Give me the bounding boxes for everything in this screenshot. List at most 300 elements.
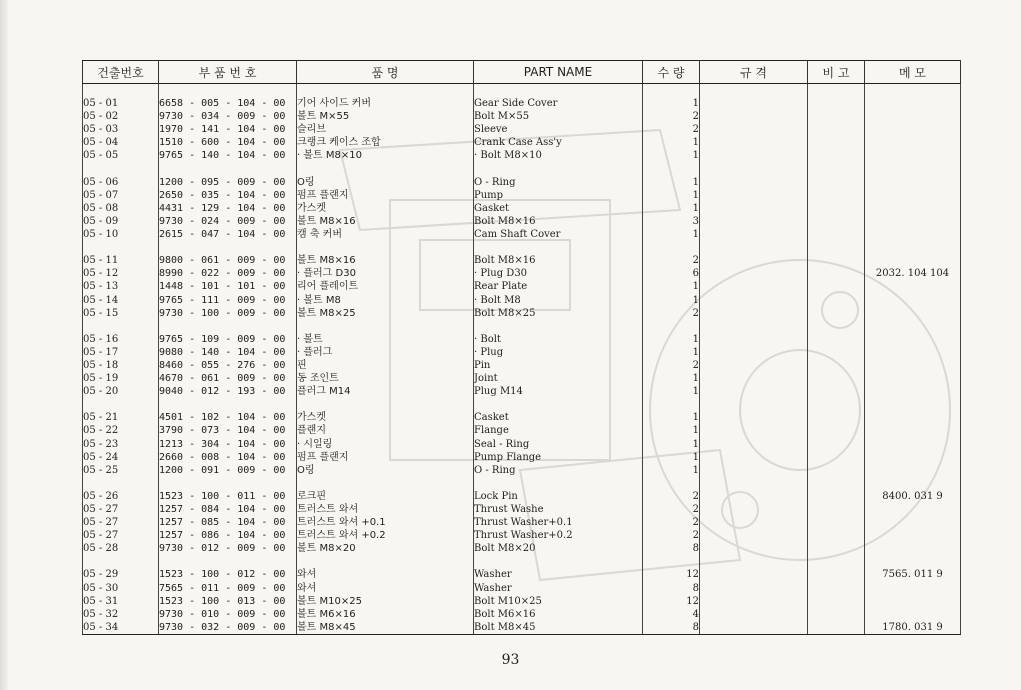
korean-name-cell: 플랜지 [297, 424, 474, 437]
quantity-cell: 1 [643, 228, 700, 241]
spacer-cell [808, 241, 865, 254]
korean-name-cell: 기어 사이드 커버 [297, 97, 474, 110]
korean-name-cell: 가스켓 [297, 202, 474, 215]
korean-name-cell: 가스켓 [297, 411, 474, 424]
memo-cell [865, 595, 961, 608]
memo-cell [865, 202, 961, 215]
part-number-cell: 4501 - 102 - 104 - 00 [159, 411, 297, 424]
spacer-cell [808, 320, 865, 333]
memo-cell [865, 424, 961, 437]
spacer-cell [865, 241, 961, 254]
table-row [83, 294, 961, 307]
quantity-cell: 2 [643, 529, 700, 542]
part-name-cell: · Plug [474, 346, 643, 359]
part-number-cell: 9765 - 140 - 104 - 00 [159, 149, 297, 162]
group-spacer [83, 84, 961, 98]
note-cell [808, 608, 865, 621]
item-number-cell: 05 - 15 [83, 307, 159, 320]
part-name-cell: O - Ring [474, 176, 643, 189]
korean-name-cell: · 시일링 [297, 438, 474, 451]
memo-cell: 2032. 104 104 [865, 267, 961, 280]
item-number-cell: 05 - 24 [83, 451, 159, 464]
part-name-cell: Bolt M8×20 [474, 542, 643, 555]
spec-cell [700, 424, 808, 437]
note-cell [808, 189, 865, 202]
item-number-cell: 05 - 34 [83, 621, 159, 635]
page-number: 93 [501, 652, 520, 668]
quantity-cell: 1 [643, 464, 700, 477]
spec-cell [700, 149, 808, 162]
spec-cell [700, 595, 808, 608]
part-name-cell: Casket [474, 411, 643, 424]
part-number-cell: 4431 - 129 - 104 - 00 [159, 202, 297, 215]
part-name-cell: Cam Shaft Cover [474, 228, 643, 241]
item-number-cell: 05 - 20 [83, 385, 159, 398]
quantity-cell: 1 [643, 333, 700, 346]
note-cell [808, 359, 865, 372]
korean-name-cell: · 볼트 [297, 333, 474, 346]
korean-name-cell: O링 [297, 464, 474, 477]
quantity-cell: 8 [643, 621, 700, 635]
part-number-cell: 9730 - 010 - 009 - 00 [159, 608, 297, 621]
memo-cell [865, 307, 961, 320]
quantity-cell: 1 [643, 346, 700, 359]
table-row [83, 568, 961, 581]
spec-cell [700, 608, 808, 621]
item-number-cell: 05 - 01 [83, 97, 159, 110]
quantity-cell: 2 [643, 307, 700, 320]
memo-cell: 1780. 031 9 [865, 621, 961, 635]
part-name-cell: Seal - Ring [474, 438, 643, 451]
memo-cell [865, 254, 961, 267]
parts-table-body [83, 84, 961, 635]
part-number-cell: 9730 - 024 - 009 - 00 [159, 215, 297, 228]
spacer-cell [474, 163, 643, 176]
table-header-row [83, 61, 961, 84]
memo-cell [865, 529, 961, 542]
memo-cell [865, 516, 961, 529]
table-row [83, 451, 961, 464]
memo-cell [865, 149, 961, 162]
memo-cell [865, 451, 961, 464]
note-cell [808, 438, 865, 451]
spec-cell [700, 97, 808, 110]
quantity-cell: 1 [643, 411, 700, 424]
note-cell [808, 110, 865, 123]
part-name-cell: Thrust Washer+0.2 [474, 529, 643, 542]
item-number-cell: 05 - 02 [83, 110, 159, 123]
korean-name-cell: 트러스트 와셔 +0.1 [297, 516, 474, 529]
korean-name-cell: 슬리브 [297, 123, 474, 136]
spec-cell [700, 359, 808, 372]
part-number-cell: 7565 - 011 - 009 - 00 [159, 582, 297, 595]
spacer-cell [83, 320, 159, 333]
memo-cell [865, 333, 961, 346]
spacer-cell [83, 477, 159, 490]
memo-cell [865, 176, 961, 189]
memo-cell [865, 228, 961, 241]
table-row [83, 280, 961, 293]
korean-name-cell: 캠 축 커버 [297, 228, 474, 241]
item-number-cell: 05 - 07 [83, 189, 159, 202]
spec-cell [700, 267, 808, 280]
korean-name-cell: · 플러그 [297, 346, 474, 359]
note-cell [808, 595, 865, 608]
memo-cell [865, 372, 961, 385]
part-number-cell: 9765 - 109 - 009 - 00 [159, 333, 297, 346]
table-row [83, 189, 961, 202]
part-number-cell: 9765 - 111 - 009 - 00 [159, 294, 297, 307]
part-number-cell: 1200 - 091 - 009 - 00 [159, 464, 297, 477]
table-row [83, 516, 961, 529]
part-name-cell: Bolt M×55 [474, 110, 643, 123]
memo-cell: 7565. 011 9 [865, 568, 961, 581]
spec-cell [700, 621, 808, 635]
spacer-cell [643, 320, 700, 333]
item-number-cell: 05 - 31 [83, 595, 159, 608]
note-cell [808, 97, 865, 110]
quantity-cell: 2 [643, 503, 700, 516]
note-cell [808, 503, 865, 516]
part-number-cell: 1257 - 085 - 104 - 00 [159, 516, 297, 529]
table-row [83, 595, 961, 608]
part-name-cell: Thrust Washer+0.1 [474, 516, 643, 529]
spacer-cell [808, 555, 865, 568]
korean-name-cell: 크랭크 케이스 조합 [297, 136, 474, 149]
spacer-cell [297, 84, 474, 98]
spec-cell [700, 307, 808, 320]
spec-cell [700, 215, 808, 228]
korean-name-cell: 핀 [297, 359, 474, 372]
part-number-cell: 9730 - 100 - 009 - 00 [159, 307, 297, 320]
memo-cell [865, 97, 961, 110]
part-number-cell: 1200 - 095 - 009 - 00 [159, 176, 297, 189]
note-cell [808, 424, 865, 437]
spacer-cell [297, 163, 474, 176]
table-row [83, 503, 961, 516]
quantity-cell: 12 [643, 568, 700, 581]
spacer-cell [700, 477, 808, 490]
note-cell [808, 411, 865, 424]
page-binding-edge [0, 0, 8, 690]
korean-name-cell: 동 조인트 [297, 372, 474, 385]
note-cell [808, 529, 865, 542]
quantity-cell: 6 [643, 267, 700, 280]
header-note: 비 고 [808, 61, 865, 84]
note-cell [808, 621, 865, 635]
spec-cell [700, 280, 808, 293]
part-number-cell: 1970 - 141 - 104 - 00 [159, 123, 297, 136]
part-name-cell: Washer [474, 582, 643, 595]
item-number-cell: 05 - 27 [83, 503, 159, 516]
quantity-cell: 2 [643, 490, 700, 503]
spacer-cell [643, 555, 700, 568]
part-number-cell: 1523 - 100 - 013 - 00 [159, 595, 297, 608]
table-row [83, 621, 961, 635]
table-row [83, 529, 961, 542]
quantity-cell: 1 [643, 280, 700, 293]
header-memo: 메 모 [865, 61, 961, 84]
spec-cell [700, 333, 808, 346]
part-number-cell: 9730 - 034 - 009 - 00 [159, 110, 297, 123]
parts-table [82, 60, 961, 635]
part-name-cell: Pump [474, 189, 643, 202]
memo-cell [865, 359, 961, 372]
quantity-cell: 1 [643, 451, 700, 464]
spacer-cell [808, 84, 865, 98]
korean-name-cell: 와셔 [297, 568, 474, 581]
note-cell [808, 346, 865, 359]
part-number-cell: 9730 - 012 - 009 - 00 [159, 542, 297, 555]
item-number-cell: 05 - 18 [83, 359, 159, 372]
item-number-cell: 05 - 22 [83, 424, 159, 437]
quantity-cell: 4 [643, 608, 700, 621]
memo-cell [865, 280, 961, 293]
note-cell [808, 516, 865, 529]
table-row [83, 582, 961, 595]
spec-cell [700, 110, 808, 123]
part-name-cell: Flange [474, 424, 643, 437]
spacer-cell [159, 163, 297, 176]
table-row [83, 97, 961, 110]
table-row [83, 149, 961, 162]
item-number-cell: 05 - 21 [83, 411, 159, 424]
korean-name-cell: 와셔 [297, 582, 474, 595]
table-row [83, 346, 961, 359]
korean-name-cell: · 플러그 D30 [297, 267, 474, 280]
group-spacer [83, 398, 961, 411]
item-number-cell: 05 - 09 [83, 215, 159, 228]
korean-name-cell: 펌프 플랜지 [297, 451, 474, 464]
spacer-cell [865, 84, 961, 98]
spacer-cell [474, 555, 643, 568]
table-row [83, 333, 961, 346]
spacer-cell [297, 241, 474, 254]
part-number-cell: 1257 - 086 - 104 - 00 [159, 529, 297, 542]
part-number-cell: 2660 - 008 - 104 - 00 [159, 451, 297, 464]
memo-cell [865, 110, 961, 123]
note-cell [808, 542, 865, 555]
group-spacer [83, 477, 961, 490]
item-number-cell: 05 - 03 [83, 123, 159, 136]
quantity-cell: 8 [643, 542, 700, 555]
table-row [83, 608, 961, 621]
spacer-cell [159, 555, 297, 568]
part-name-cell: Sleeve [474, 123, 643, 136]
table-row [83, 411, 961, 424]
part-name-cell: Pin [474, 359, 643, 372]
spec-cell [700, 516, 808, 529]
part-number-cell: 6658 - 005 - 104 - 00 [159, 97, 297, 110]
spec-cell [700, 294, 808, 307]
note-cell [808, 333, 865, 346]
item-number-cell: 05 - 25 [83, 464, 159, 477]
header-part-name: PART NAME [474, 61, 643, 84]
quantity-cell: 1 [643, 189, 700, 202]
table-row [83, 267, 961, 280]
item-number-cell: 05 - 04 [83, 136, 159, 149]
part-name-cell: Crank Case Ass'y [474, 136, 643, 149]
item-number-cell: 05 - 27 [83, 529, 159, 542]
part-number-cell: 8990 - 022 - 009 - 00 [159, 267, 297, 280]
quantity-cell: 3 [643, 215, 700, 228]
memo-cell [865, 608, 961, 621]
spacer-cell [83, 84, 159, 98]
item-number-cell: 05 - 14 [83, 294, 159, 307]
table-row [83, 110, 961, 123]
note-cell [808, 294, 865, 307]
korean-name-cell: 볼트 M8×25 [297, 307, 474, 320]
korean-name-cell: 펌프 플랜지 [297, 189, 474, 202]
quantity-cell: 2 [643, 516, 700, 529]
header-no: 건출번호 [83, 61, 159, 84]
note-cell [808, 582, 865, 595]
quantity-cell: 1 [643, 149, 700, 162]
spec-cell [700, 372, 808, 385]
note-cell [808, 123, 865, 136]
spec-cell [700, 582, 808, 595]
quantity-cell: 1 [643, 294, 700, 307]
spacer-cell [297, 477, 474, 490]
part-number-cell: 1257 - 084 - 104 - 00 [159, 503, 297, 516]
quantity-cell: 2 [643, 359, 700, 372]
spacer-cell [865, 477, 961, 490]
spacer-cell [865, 163, 961, 176]
note-cell [808, 307, 865, 320]
item-number-cell: 05 - 23 [83, 438, 159, 451]
korean-name-cell: · 볼트 M8 [297, 294, 474, 307]
spacer-cell [865, 555, 961, 568]
note-cell [808, 280, 865, 293]
quantity-cell: 2 [643, 254, 700, 267]
note-cell [808, 228, 865, 241]
note-cell [808, 149, 865, 162]
part-name-cell: O - Ring [474, 464, 643, 477]
quantity-cell: 8 [643, 582, 700, 595]
item-number-cell: 05 - 29 [83, 568, 159, 581]
spacer-cell [159, 398, 297, 411]
table-row [83, 307, 961, 320]
memo-cell [865, 136, 961, 149]
part-name-cell: Plug M14 [474, 385, 643, 398]
item-number-cell: 05 - 10 [83, 228, 159, 241]
part-number-cell: 8460 - 055 - 276 - 00 [159, 359, 297, 372]
korean-name-cell: · 볼트 M8×10 [297, 149, 474, 162]
spacer-cell [643, 241, 700, 254]
item-number-cell: 05 - 30 [83, 582, 159, 595]
part-name-cell: · Bolt [474, 333, 643, 346]
quantity-cell: 12 [643, 595, 700, 608]
korean-name-cell: 트러스트 와셔 [297, 503, 474, 516]
spacer-cell [865, 398, 961, 411]
spec-cell [700, 529, 808, 542]
spacer-cell [83, 163, 159, 176]
spacer-cell [159, 84, 297, 98]
note-cell [808, 267, 865, 280]
item-number-cell: 05 - 12 [83, 267, 159, 280]
item-number-cell: 05 - 16 [83, 333, 159, 346]
spacer-cell [700, 398, 808, 411]
spec-cell [700, 176, 808, 189]
table-row [83, 254, 961, 267]
korean-name-cell: 볼트 M×55 [297, 110, 474, 123]
part-number-cell: 1523 - 100 - 011 - 00 [159, 490, 297, 503]
spacer-cell [700, 163, 808, 176]
spec-cell [700, 189, 808, 202]
note-cell [808, 385, 865, 398]
korean-name-cell: 볼트 M8×20 [297, 542, 474, 555]
memo-cell [865, 215, 961, 228]
note-cell [808, 372, 865, 385]
spacer-cell [297, 398, 474, 411]
note-cell [808, 568, 865, 581]
table-row [83, 228, 961, 241]
part-number-cell: 1510 - 600 - 104 - 00 [159, 136, 297, 149]
spec-cell [700, 228, 808, 241]
korean-name-cell: 볼트 M8×16 [297, 254, 474, 267]
memo-cell [865, 189, 961, 202]
spec-cell [700, 411, 808, 424]
part-name-cell: Bolt M6×16 [474, 608, 643, 621]
spec-cell [700, 202, 808, 215]
korean-name-cell: 트러스트 와셔 +0.2 [297, 529, 474, 542]
part-name-cell: Gasket [474, 202, 643, 215]
header-part-no: 부 품 번 호 [159, 61, 297, 84]
spec-cell [700, 490, 808, 503]
part-name-cell: Lock Pin [474, 490, 643, 503]
spec-cell [700, 542, 808, 555]
part-number-cell: 9080 - 140 - 104 - 00 [159, 346, 297, 359]
item-number-cell: 05 - 27 [83, 516, 159, 529]
part-number-cell: 9800 - 061 - 009 - 00 [159, 254, 297, 267]
spec-cell [700, 123, 808, 136]
spacer-cell [159, 477, 297, 490]
memo-cell [865, 385, 961, 398]
memo-cell [865, 123, 961, 136]
part-number-cell: 2615 - 047 - 104 - 00 [159, 228, 297, 241]
spacer-cell [474, 320, 643, 333]
memo-cell [865, 464, 961, 477]
memo-cell [865, 438, 961, 451]
note-cell [808, 490, 865, 503]
spec-cell [700, 451, 808, 464]
spacer-cell [643, 398, 700, 411]
spacer-cell [297, 320, 474, 333]
table-row [83, 464, 961, 477]
spacer-cell [83, 398, 159, 411]
quantity-cell: 2 [643, 123, 700, 136]
table-row [83, 385, 961, 398]
item-number-cell: 05 - 17 [83, 346, 159, 359]
note-cell [808, 136, 865, 149]
part-number-cell: 2650 - 035 - 104 - 00 [159, 189, 297, 202]
part-name-cell: Bolt M8×45 [474, 621, 643, 635]
part-name-cell: Bolt M10×25 [474, 595, 643, 608]
note-cell [808, 464, 865, 477]
item-number-cell: 05 - 28 [83, 542, 159, 555]
part-name-cell: Pump Flange [474, 451, 643, 464]
memo-cell [865, 346, 961, 359]
part-number-cell: 1523 - 100 - 012 - 00 [159, 568, 297, 581]
table-row [83, 359, 961, 372]
table-row [83, 202, 961, 215]
korean-name-cell: 리어 플레이트 [297, 280, 474, 293]
spacer-cell [474, 241, 643, 254]
part-number-cell: 9040 - 012 - 193 - 00 [159, 385, 297, 398]
quantity-cell: 1 [643, 372, 700, 385]
part-name-cell: Thrust Washe [474, 503, 643, 516]
korean-name-cell: 플러그 M14 [297, 385, 474, 398]
